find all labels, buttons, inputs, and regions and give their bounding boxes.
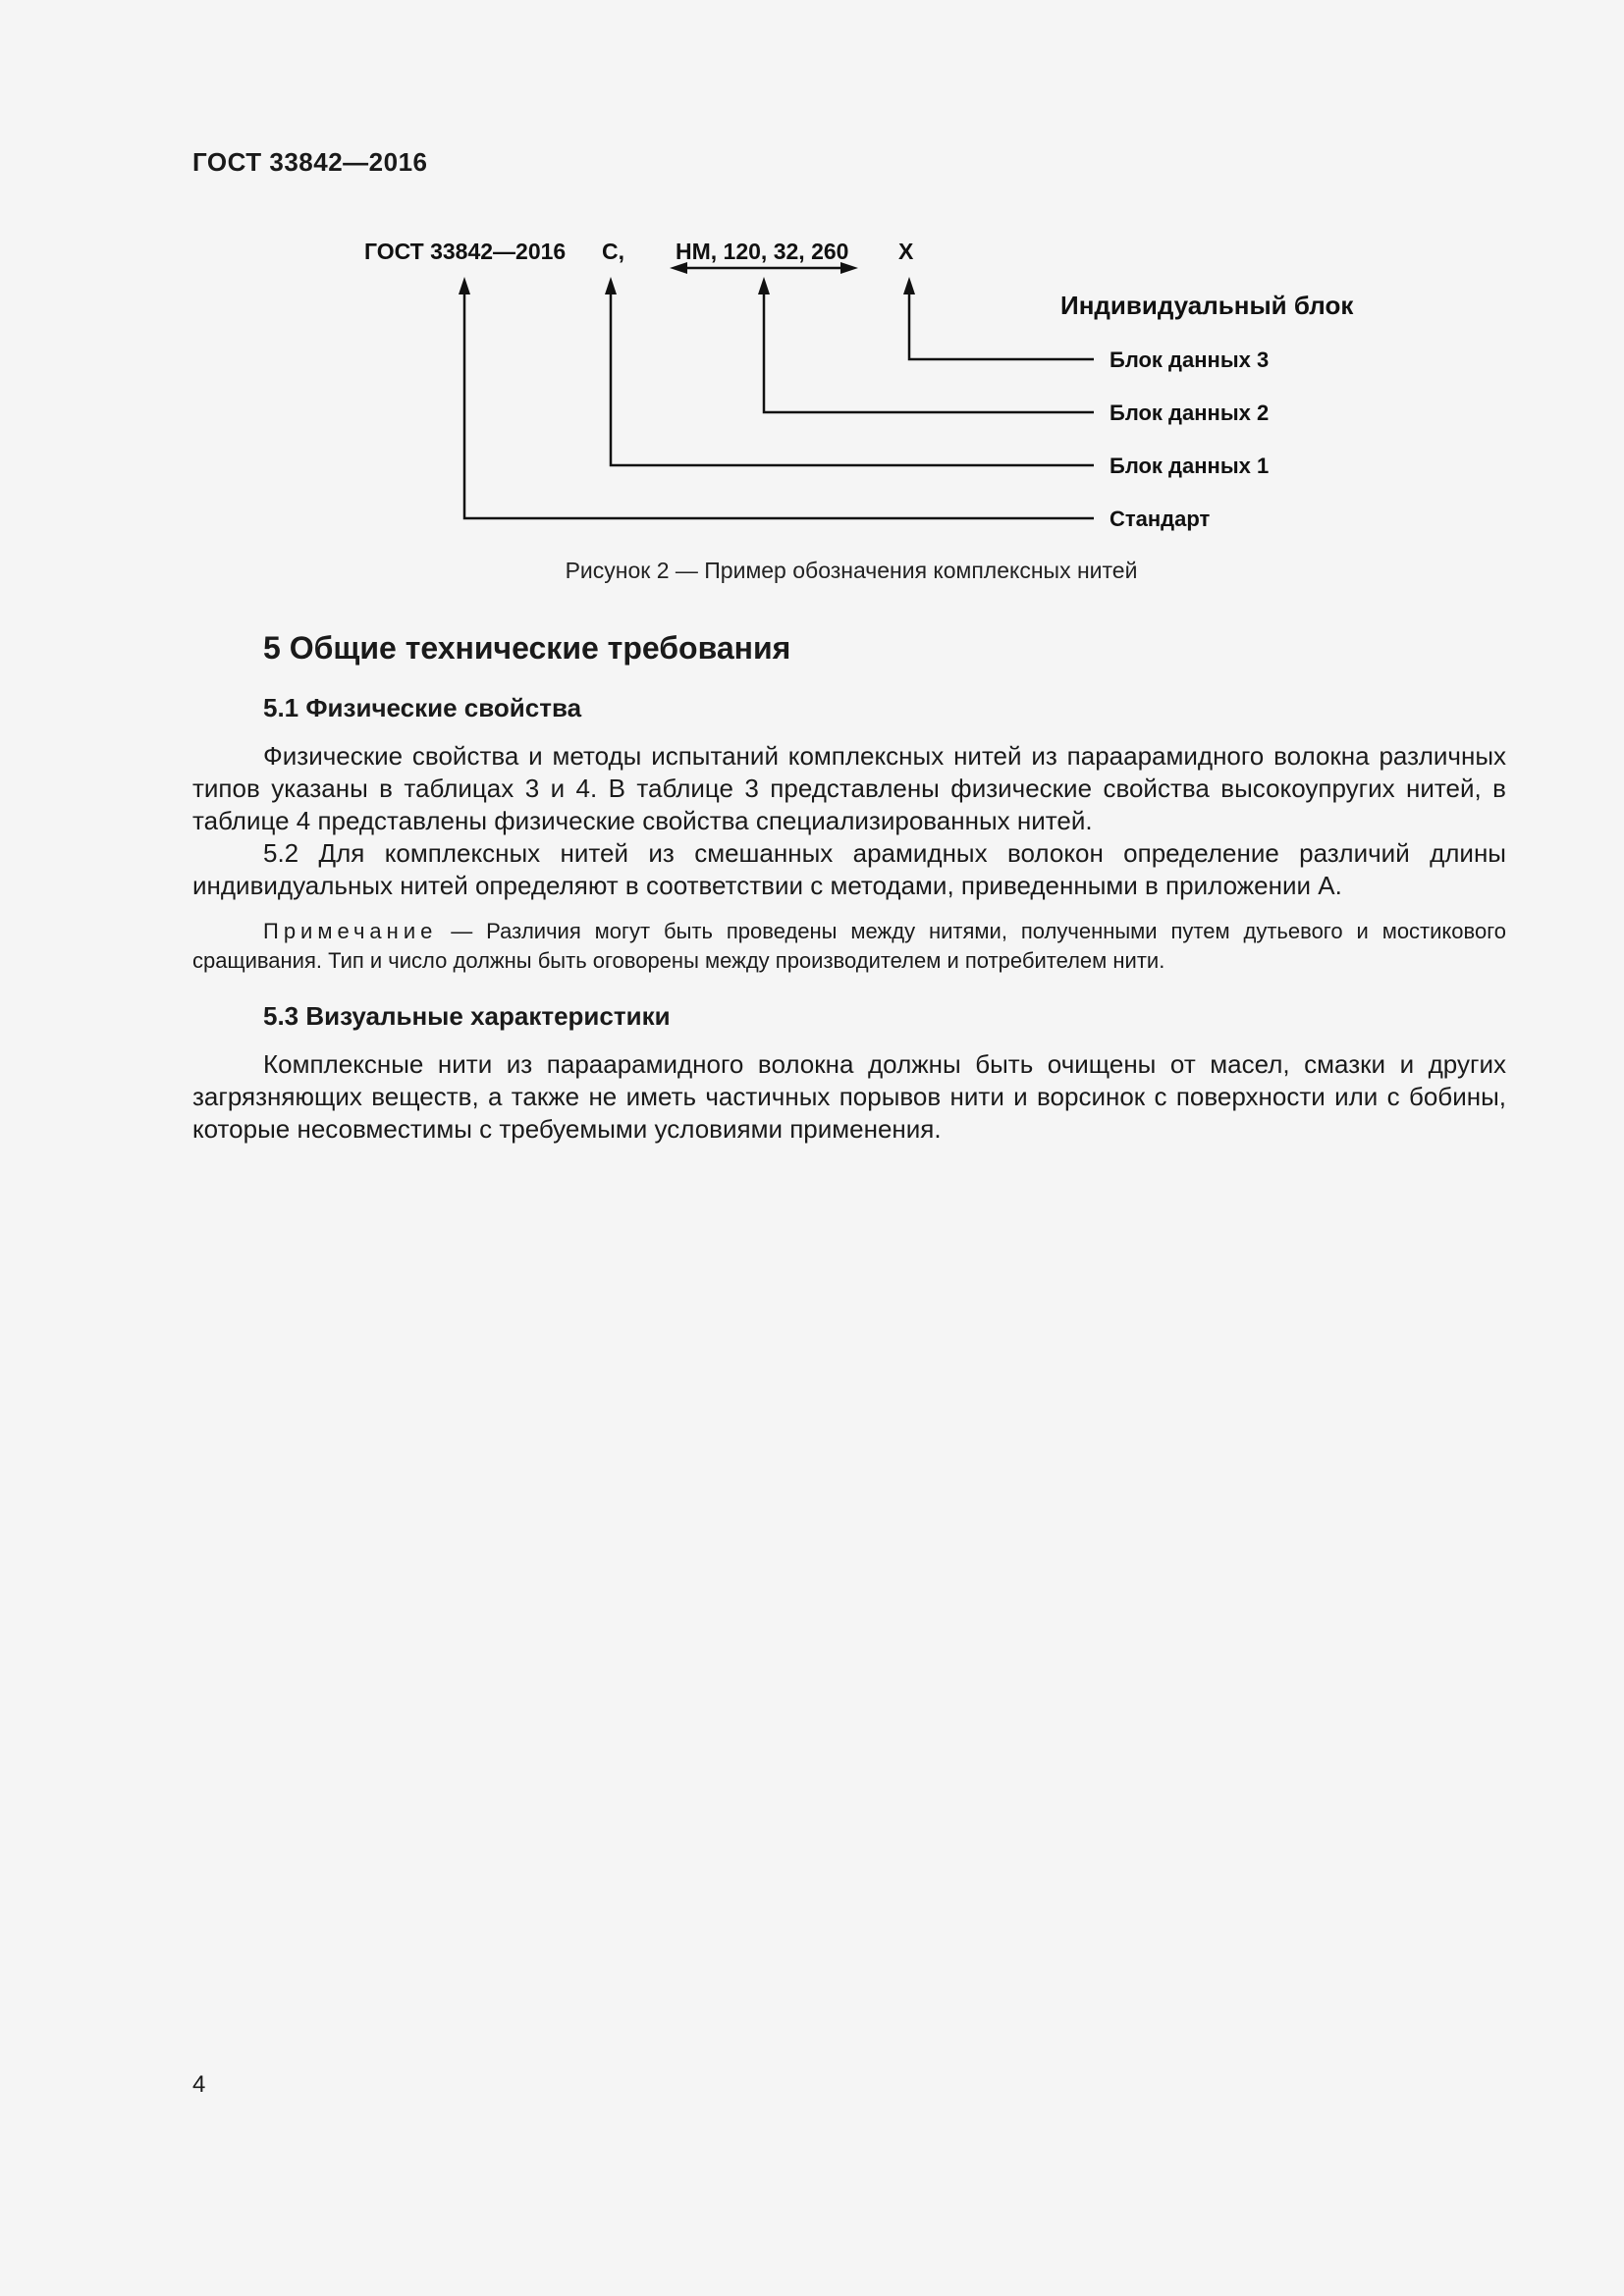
figure-caption: Рисунок 2 — Пример обозначения комплексных нитей bbox=[565, 558, 1138, 583]
paragraph-5-1: Физические свойства и методы испытаний комплексных нитей из параарамидного волокна различных типов указаны в таблицах 3 и 4. В таблице 3 представлены физические свойства высокоупругих нитей, в таблице 4 представлены физические свойства специализированных нитей. bbox=[192, 741, 1506, 835]
label-standard: Стандарт bbox=[1110, 507, 1211, 531]
section-5-3-body bbox=[192, 1048, 1506, 1146]
connector-block2 bbox=[758, 277, 1094, 412]
section-5-title: 5 Общие технические требования bbox=[263, 630, 791, 666]
label-block1: Блок данных 1 bbox=[1110, 454, 1270, 478]
page-number: 4 bbox=[192, 2071, 206, 2098]
paragraph-5-2: 5.2 Для комплексных нитей из смешанных арамидных волокон определение различий длины индивидуальных нитей определяют в соответствии с методами, приведенными в приложении А. bbox=[192, 838, 1506, 900]
designation-block3: Х bbox=[898, 239, 914, 264]
designation-figure bbox=[0, 0, 1624, 609]
designation-diagram bbox=[0, 0, 1624, 609]
designation-standard: ГОСТ 33842—2016 bbox=[364, 239, 567, 264]
note-text: — Различия могут быть проведены между нитями, полученными путем дутьевого и мостикового сращивания. Тип и число должны быть оговорены между производителем и потребителем нити. bbox=[192, 919, 1506, 973]
designation-block2: НМ, 120, 32, 260 bbox=[676, 239, 849, 264]
label-block2: Блок данных 2 bbox=[1110, 400, 1270, 425]
connector-block1 bbox=[605, 277, 1094, 465]
subsection-5-1-title: 5.1 Физические свойства bbox=[263, 693, 582, 722]
page-header-doc-id: ГОСТ 33842—2016 bbox=[192, 147, 428, 177]
label-block3: Блок данных 3 bbox=[1110, 347, 1270, 372]
paragraph-5-3: Комплексные нити из параарамидного волокна должны быть очищены от масел, смазки и других загрязняющих веществ, а также не иметь частичных порывов нити и ворсинок с поверхности или с бобины, которые несовместимы с требуемыми условиями применения. bbox=[192, 1049, 1506, 1144]
note-label: Примечание bbox=[263, 919, 438, 943]
subsection-5-3-title: 5.3 Визуальные характеристики bbox=[263, 1001, 671, 1031]
connector-standard bbox=[459, 277, 1094, 518]
individual-block-label: Индивидуальный блок bbox=[1060, 291, 1354, 320]
designation-block1: С, bbox=[602, 239, 624, 264]
section-5-body bbox=[192, 740, 1506, 902]
note-5-2 bbox=[192, 917, 1506, 976]
